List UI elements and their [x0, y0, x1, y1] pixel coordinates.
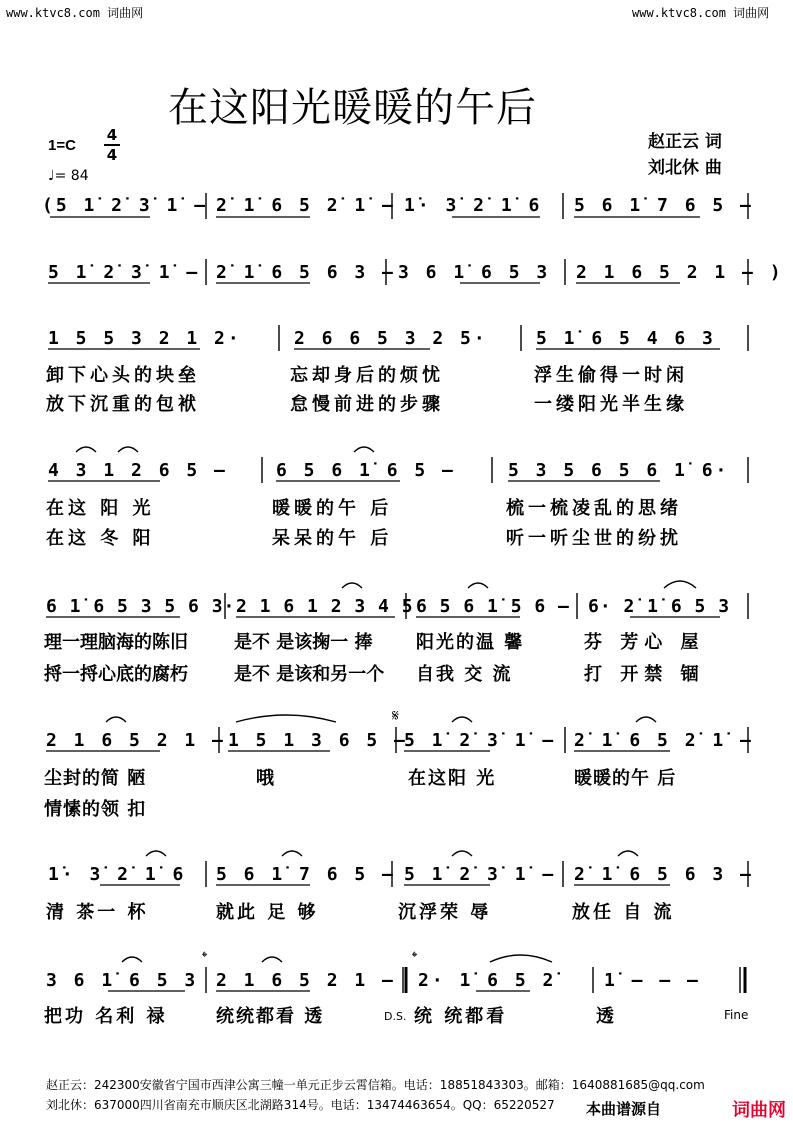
system-7-measure-1: 1̇· 3̇ 2̇ 1̇ 6: [48, 864, 187, 885]
system-4-measure-3: 5 3 5 6 5 6 1̇ 6·: [508, 460, 730, 481]
system-6-measure-1: 2 1 6 5 2 1 –: [46, 730, 226, 751]
system-5-measure-1: 6 1̇ 6 5 3 5 6 3·: [46, 596, 236, 617]
tempo-marking: ♩= 84: [48, 168, 89, 184]
system-5-lyric-1c: 阳光的温 馨: [416, 632, 525, 653]
system-4-lyric-1c: 梳一梳凌乱的思绪: [506, 498, 682, 519]
coda-sign-2: 𝄌: [412, 948, 418, 966]
system-8-measure-3: 2· 1̇ 6 5 2̇: [418, 970, 557, 991]
system-8-measure-4: 1̇ – – –: [604, 970, 701, 991]
system-8-measure-1: 3 6 1̇ 6 5 3: [46, 970, 199, 991]
system-4-lyric-1a: 在这 阳 光: [46, 498, 155, 519]
system-1-measure-1: (5 1̇ 2̇ 3̇ 1̇ –: [42, 195, 209, 216]
footer-lyricist-contact: 赵正云：242300安徽省宁国市西津公寓三幢一单元正步云霄信箱。电话：18851843303。邮箱：1640881685@qq.com: [46, 1078, 705, 1092]
system-7-measure-3: 5 1̇ 2̇ 3̇ 1̇ –: [404, 864, 557, 885]
lyricist-credit: 赵正云 词: [648, 132, 722, 152]
system-5-lyric-1d: 芬 芳心 屋: [584, 632, 705, 653]
system-4-lyric-2b: 呆呆的午 后: [272, 528, 393, 549]
system-2-measure-4: 2 1 6 5 2 1 – ): [576, 262, 784, 283]
system-7-measure-4: 2̇ 1̇ 6 5 6 3 –: [574, 864, 754, 885]
system-4-lyric-1b: 暖暖的午 后: [272, 498, 393, 519]
system-6-lyric-1d: 暖暖的午 后: [574, 768, 677, 789]
song-title: 在这阳光暖暖的午后: [168, 85, 537, 131]
system-8-lyric-c: 统 统都看: [414, 1006, 508, 1027]
system-8-lyric-d: 透: [596, 1006, 618, 1027]
coda-sign-1: 𝄌: [202, 948, 208, 966]
system-6-measure-3: 5 1̇ 2̇ 3̇ 1̇ –: [404, 730, 557, 751]
system-3-lyric-1b: 忘却身后的烦忧: [290, 365, 444, 386]
system-3-lyric-2b: 怠慢前进的步骤: [290, 394, 444, 415]
system-3-measure-1: 1 5 5 3 2 1 2·: [48, 328, 242, 349]
system-5-lyric-2d: 打 开禁 锢: [584, 664, 705, 685]
system-5-lyric-2a: 捋一捋心底的腐朽: [44, 664, 188, 685]
system-4-lyric-2c: 听一听尘世的纷扰: [506, 528, 682, 549]
system-7-lyric-a: 清 茶一 杯: [46, 902, 149, 923]
site-logo[interactable]: 词曲网: [730, 1096, 788, 1122]
ds-marking: D.S.: [384, 1010, 407, 1023]
system-5-measure-4: 6· 2̇ 1̇ 6 5 3: [588, 596, 731, 617]
system-7-lyric-d: 放任 自 流: [572, 902, 675, 923]
segno-sign: 𝄋: [392, 706, 399, 725]
system-6-lyric-2a: 情愫的领 扣: [44, 799, 147, 820]
system-5-measure-3: 6 5 6 1̇ 5 6 –: [416, 596, 570, 617]
system-5-lyric-1a: 理一理脑海的陈旧: [44, 632, 188, 653]
time-signature-bottom: 4: [106, 146, 118, 164]
composer-credit: 刘北休 曲: [648, 158, 722, 178]
system-3-measure-3: 5 1̇ 6 5 4 6 3: [536, 328, 716, 349]
system-4-lyric-2a: 在这 冬 阳: [46, 528, 155, 549]
system-6-lyric-1c: 在这阳 光: [408, 768, 497, 789]
system-8-lyric-b: 统统都看 透: [216, 1006, 325, 1027]
system-1-measure-4: 5 6 1̇ 7 6 5 –: [574, 195, 754, 216]
system-6-measure-2: 1 5 1 3 6 5 –: [228, 730, 408, 751]
system-6-lyric-1b: 哦: [256, 768, 278, 789]
system-1-measure-3: 1̇· 3̇ 2̇ 1̇ 6: [404, 195, 543, 216]
fine-marking: Fine: [724, 1008, 749, 1022]
system-1-measure-2: 2̇ 1̇ 6 5 2̇ 1̇ –: [216, 195, 396, 216]
system-4-measure-1: 4 3 1 2 6 5 –: [48, 460, 228, 481]
system-2-measure-2: 2̇ 1̇ 6 5 6 3 –: [216, 262, 396, 283]
key-signature: 1=C: [48, 137, 76, 154]
system-3-lyric-1c: 浮生偷得一时闲: [534, 365, 688, 386]
system-6-lyric-1a: 尘封的简 陋: [44, 768, 147, 789]
system-3-lyric-2a: 放下沉重的包袱: [46, 394, 200, 415]
system-5-lyric-2b: 是不 是该和另一个: [234, 664, 385, 685]
system-8-measure-2: 2 1 6 5 2 1 –: [216, 970, 396, 991]
system-8-lyric-a: 把功 名利 禄: [44, 1006, 168, 1027]
system-5-measure-2: 2 1 6 1 2 3 4 5: [236, 596, 414, 617]
footer-composer-contact: 刘北休：637000四川省南充市顺庆区北湖路314号。电话：13474463654。QQ：65220527: [46, 1098, 555, 1112]
system-2-measure-3: 3 6 1̇ 6 5 3: [398, 262, 551, 283]
system-5-lyric-1b: 是不 是该掬一 捧: [234, 632, 373, 653]
watermark-right: www.ktvc8.com 词曲网: [632, 6, 770, 20]
system-3-measure-2: 2 6 6 5 3 2 5·: [294, 328, 488, 349]
source-label: 本曲谱源自: [586, 1100, 662, 1118]
system-6-measure-4: 2̇ 1̇ 6 5 2̇ 1̇ –: [574, 730, 754, 751]
system-5-lyric-2c: 自我 交 流: [416, 664, 513, 685]
system-7-lyric-c: 沉浮荣 辱: [398, 902, 492, 923]
system-7-measure-2: 5 6 1̇ 7 6 5 –: [216, 864, 396, 885]
system-2-measure-1: 5 1̇ 2̇ 3̇ 1̇ –: [48, 262, 201, 283]
system-3-lyric-1a: 卸下心头的块垒: [46, 365, 200, 386]
system-3-lyric-2c: 一缕阳光半生缘: [534, 394, 688, 415]
watermark-left: www.ktvc8.com 词曲网: [6, 6, 144, 20]
time-signature-top: 4: [106, 126, 118, 144]
system-7-lyric-b: 就此 足 够: [216, 902, 319, 923]
system-4-measure-2: 6 5 6 1̇ 6 5 –: [276, 460, 456, 481]
